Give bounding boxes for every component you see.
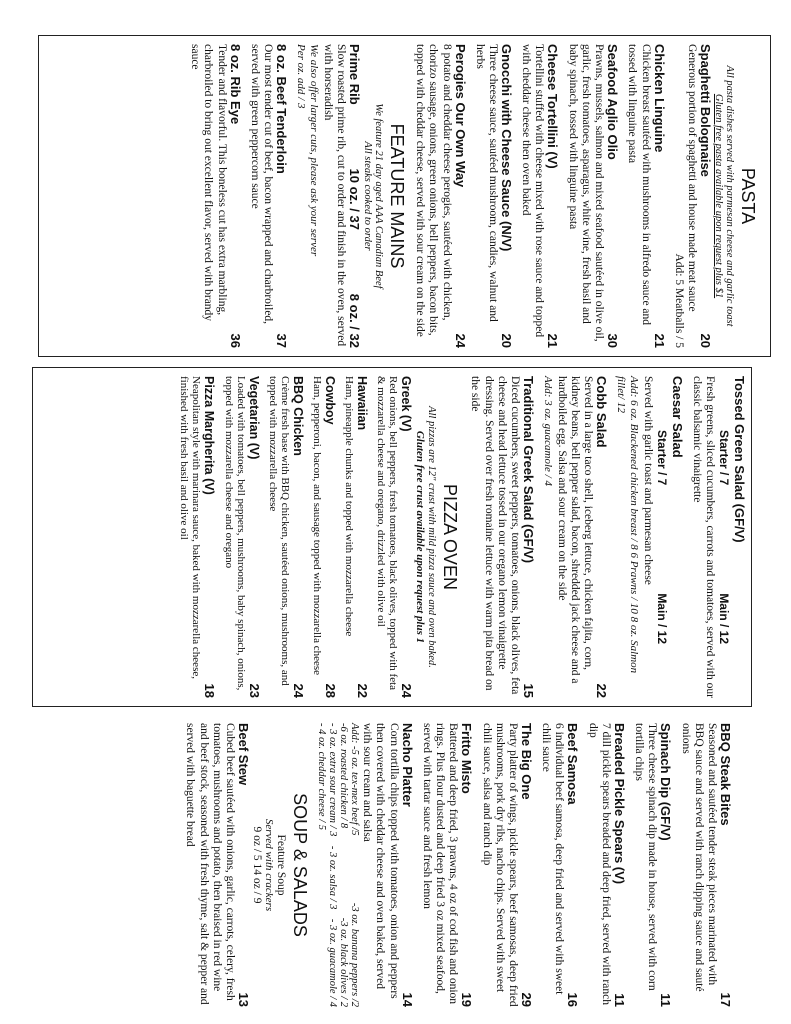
- item-price: 16: [565, 992, 581, 1007]
- item-description: Three cheese spinach dip made in house, served with corn tortilla chips: [633, 723, 659, 991]
- item-addons: Add: 5 Meatballs / 5: [672, 253, 685, 348]
- item-price: 22: [355, 683, 371, 698]
- item-price: 24: [452, 333, 468, 348]
- item-name: Vegetarian (V): [246, 376, 261, 460]
- item-name: Spaghetti Bolognaise: [698, 44, 713, 177]
- menu-item: [294, 44, 362, 348]
- addon: - 4 oz. cheddar cheese / 5: [316, 723, 328, 831]
- menu-item: [565, 44, 620, 348]
- menu-item: [188, 44, 243, 348]
- item-description: Party platter of wings, pickle spears, beef samosas, deep fried mushrooms, pork dry ribs, nacho chips. Served with sweet chili sauce, salsa and ranch dip: [480, 723, 520, 1007]
- item-description: Served with garlic toast and parmesan cheese: [641, 376, 654, 585]
- item-name: Cowboy: [322, 376, 337, 425]
- item-name: Nacho Platter: [399, 723, 415, 807]
- item-price: 24: [399, 683, 415, 698]
- item-description: Corn tortilla chips topped with tomatoes, onion and peppers then covered with cheddar cheese and oven baked, served with sour cream and salsa: [361, 723, 400, 999]
- menu-item: [473, 44, 514, 348]
- item-price: 18: [202, 683, 218, 698]
- item-price: 20: [499, 333, 515, 348]
- soup-note: Served with crackers: [263, 818, 276, 912]
- item-name: Prime Rib: [346, 44, 362, 105]
- main-price: Main / 12: [654, 593, 669, 644]
- addon: -6 oz. roasted chicken / 8: [338, 723, 350, 829]
- pizza-gf-note: Gluten free crust available upon request plus 1: [414, 430, 427, 644]
- item-description: Tortellini stuffed with cheese mixed with rose sauce and topped with cheddar cheese then oven baked: [520, 44, 546, 338]
- item-price: 37: [274, 333, 290, 348]
- item-price: 24: [290, 683, 306, 698]
- item-addons: Add: 6 oz. Blackened chicken breast / 8 6 Prawns / 10 8 oz. Salmon fillet/ 12: [615, 376, 641, 674]
- item-name: Seafood Aglio Olio: [605, 44, 621, 160]
- section-title-pizza: PIZZA OVEN: [440, 483, 461, 591]
- menu-item: [690, 376, 747, 698]
- item-name: BBQ Steak Bites: [718, 723, 733, 826]
- item-price: 21: [651, 333, 667, 348]
- item-description: 7 dill pickle spears breaded and deep fried, served with ranch dip: [586, 723, 612, 1005]
- item-description: Tender and flavorful. This boneless cut has extra marbling, charbroiled to bring out excellent flavor, served with brandy sauce: [189, 44, 228, 322]
- item-description: 8 potato and cheddar cheese perogies, sautéed with chicken, chorizo sausage, onions, green onions, bell peppers, bacon bits, topped with cheddar cheese, served with sour cream on the side: [414, 44, 453, 337]
- pizza-note: All pizzas are 12" crust with mild pizza sauce and oven baked.: [426, 406, 438, 668]
- item-description: Cubed beef sautéed with onions, garlic, carrots, celery, fresh tomatoes, mushrooms and potato, then braised in red wine and beef stock, seasoned with fresh thyme, salt & pepper and served with baguette bread: [184, 723, 237, 1005]
- item-name: Fritto Misto: [459, 723, 475, 794]
- item-description: Our most tender cut of beef, bacon wrapped and charbroiled, served with green peppercorn sauce: [248, 44, 275, 325]
- menu-item: [672, 44, 713, 348]
- item-name: The Big One: [519, 723, 535, 800]
- item-description: Crème fresh base with BBQ chicken, sautéed onions, mushrooms, and topped with mozzarella cheese: [266, 376, 291, 686]
- item-price: 29: [519, 992, 535, 1007]
- appetizers-column: [37, 715, 737, 1015]
- item-price: 17: [718, 992, 733, 1007]
- item-name: Beef Samosa: [565, 723, 581, 805]
- item-name: Gnocchi with Cheese Sauce (N/V): [499, 44, 515, 252]
- menu-item: [183, 723, 251, 1007]
- pasta-note: All pasta dishes served with parmesan cheese and garlic toast: [724, 65, 735, 327]
- mains-note-2: All steaks cooked to order: [361, 141, 373, 251]
- item-price: 36: [227, 333, 243, 348]
- item-name: 8 oz. Rib Eye: [227, 44, 243, 125]
- item-name: 8 oz. Beef Tenderloin: [274, 44, 290, 174]
- menu-item: [585, 723, 626, 1007]
- item-price: 13: [236, 992, 252, 1007]
- starter-price: Starter / 7: [717, 429, 731, 486]
- item-description: Neapolitan style with marinara sauce, baked with mozzarella cheese, finished with fresh basil and olive oil: [178, 376, 203, 679]
- menu-item: [468, 376, 536, 698]
- item-description: Seasoned and sautéed tender steak pieces marinated with BBQ sauce and served with ranch dipping sauce and sauté onions: [679, 723, 718, 992]
- soup-name: Feature Soup: [275, 834, 288, 896]
- menu-item: [223, 376, 262, 698]
- item-description: Three cheese sauce, sautéed mushroom, candies, walnut and herbs: [473, 44, 500, 322]
- item-name: Greek (V): [399, 376, 414, 432]
- item-name: Pizza Margherita (V): [202, 376, 217, 495]
- item-name: BBQ Chicken: [290, 376, 305, 456]
- item-name: Beef Stew: [236, 723, 252, 786]
- item-name: Traditional Greek Salad (GF/V): [521, 376, 537, 564]
- item-description: Slow roasted prime rib, cut to order and finish in the oven, served with horseradish: [321, 44, 347, 347]
- item-price: 22: [593, 683, 609, 698]
- menu-item: [343, 376, 370, 698]
- item-price: 11: [611, 993, 627, 1007]
- item-price: 30: [605, 333, 621, 348]
- item-description: Battered and deep fried, 3 prawns, 4 oz of cod fish and onion rings. Plus flour dusted and deep fried 3 oz mixed seafood, served with tartar sauce and fresh lemon: [420, 723, 460, 1005]
- item-description: Fresh greens, sliced cucumbers, carrots and tomatoes, served with our classic balsamic vinaigrette: [690, 376, 716, 698]
- mains-note: We feature 21 day aged AAA Canadian Beef: [372, 103, 384, 289]
- section-title-pasta: PASTA: [738, 167, 758, 225]
- soup-prices: 9 oz / 5 14 oz / 9: [251, 826, 264, 904]
- item-description: Prawns, mussels, salmon and mixed seafood sautéed in olive oil, garlic, fresh tomatoes, asparagus, white wine, fresh basil and baby spinach, tossed with linguine pasta: [566, 44, 606, 342]
- section-title-mains: FEATURE MAINS: [386, 123, 407, 269]
- menu-item: [539, 723, 580, 1007]
- menu-item: [178, 376, 217, 698]
- addon-list: [316, 723, 360, 1007]
- item-price: 14: [399, 992, 415, 1007]
- item-price: 19: [459, 992, 475, 1007]
- addon: -3 oz. banana peppers /2: [349, 902, 361, 1007]
- item-addons-2: Per oz. add / 3: [295, 44, 308, 109]
- item-description: 6 individual beef samosa, deep fried and served with sweet chili sauce: [540, 723, 566, 995]
- item-price: 28: [322, 683, 338, 698]
- item-description: Generous portion of spaghetti and house made meat sauce: [686, 44, 698, 312]
- item-name: Hawaiian: [355, 376, 370, 431]
- item-description: Ham, pineapple chunks and topped with mozzarella cheese: [343, 376, 356, 637]
- item-name: Caesar Salad: [669, 376, 685, 458]
- menu-item: [541, 376, 609, 698]
- menu-item: [519, 44, 560, 348]
- item-price: 23: [246, 683, 262, 698]
- menu-item: [479, 723, 534, 1007]
- item-description: Loaded with tomatoes, bell peppers, mushrooms, baby spinach, onions, topped with mozzarella cheese and oregano: [222, 376, 247, 691]
- menu-item: [311, 376, 338, 698]
- item-name: Perogies Our Own Way: [452, 44, 468, 188]
- addon: - 3 oz. guacamole / 4: [327, 918, 339, 1007]
- pasta-gf-note: Gluten free pasta available upon request plus $1: [713, 93, 724, 299]
- item-name: Spinach Dip (GF/V): [658, 723, 674, 841]
- item-description: Chicken breast sautéed with mushrooms in alfredo sauce and tossed with linguine pasta: [626, 44, 652, 326]
- item-name: Cheese Tortellini (V): [545, 44, 561, 169]
- item-price-2: 8 oz. / 32: [346, 293, 362, 348]
- item-addons: Add: 3 oz. guacamole / 4: [542, 376, 555, 486]
- main-price: Main / 12: [717, 593, 731, 644]
- starter-price: Starter / 7: [654, 429, 669, 486]
- menu-item: [267, 376, 306, 698]
- addon: -3 oz. black olives / 2: [338, 917, 350, 1007]
- menu-item: [420, 723, 475, 1007]
- menu-item: [316, 723, 415, 1007]
- item-price: 11: [658, 993, 674, 1007]
- menu-item: [248, 44, 289, 348]
- menu-item: [632, 723, 673, 1007]
- item-name: Tossed Green Salad (GF/V): [732, 376, 747, 543]
- item-name: Cobb Salad: [593, 376, 609, 448]
- addon: - 3 oz. salsa / 3: [327, 845, 339, 910]
- item-name: Breaded Pickle Spears (V): [611, 723, 627, 885]
- pasta-mains-column: [38, 35, 771, 357]
- item-price: 20: [698, 333, 713, 348]
- item-description: Red onions, bell peppers, fresh tomatoes, black olives, topped with feta & mozzarella cheese and oregano, drizzled with olive oil: [375, 376, 400, 691]
- item-description: Served in a large taco shell, iceberg lettuce, chicken fajita, corn, kidney beans, bell pepper salad, bacon, shredded jack cheese and a hardboiled egg. Salsa and sour cream on the side: [555, 376, 594, 684]
- salads-pizza-column: [32, 367, 752, 707]
- item-description: Diced cucumbers, sweet peppers, tomatoes, onions, black olives, feta cheese and head lettuce tossed in our oregano lemon vinaigrette dressing. Served over fresh romaine lettuce with warm pita bread on the side: [469, 376, 522, 695]
- menu-item: [614, 376, 685, 698]
- addon: Add: -5 oz. tex-mex beef /5: [349, 723, 361, 836]
- section-title-soup-salads: SOUP & SALADS: [290, 793, 311, 937]
- menu-item: [678, 723, 733, 1007]
- addon: - 3 oz. extra sour cream / 3: [327, 723, 339, 837]
- item-name: Chicken Linguine: [651, 44, 667, 153]
- item-description: Ham, pepperoni, bacon, and sausage topped with mozzarella cheese: [310, 376, 323, 676]
- menu-item: [413, 44, 468, 348]
- item-price: 15: [521, 683, 537, 698]
- item-price: 10 oz. / 37: [346, 168, 362, 230]
- item-addons: We also offer larger cuts, please ask your server: [308, 44, 321, 257]
- menu-item: [375, 376, 414, 698]
- item-price: 21: [545, 333, 561, 348]
- menu-item: [625, 44, 666, 348]
